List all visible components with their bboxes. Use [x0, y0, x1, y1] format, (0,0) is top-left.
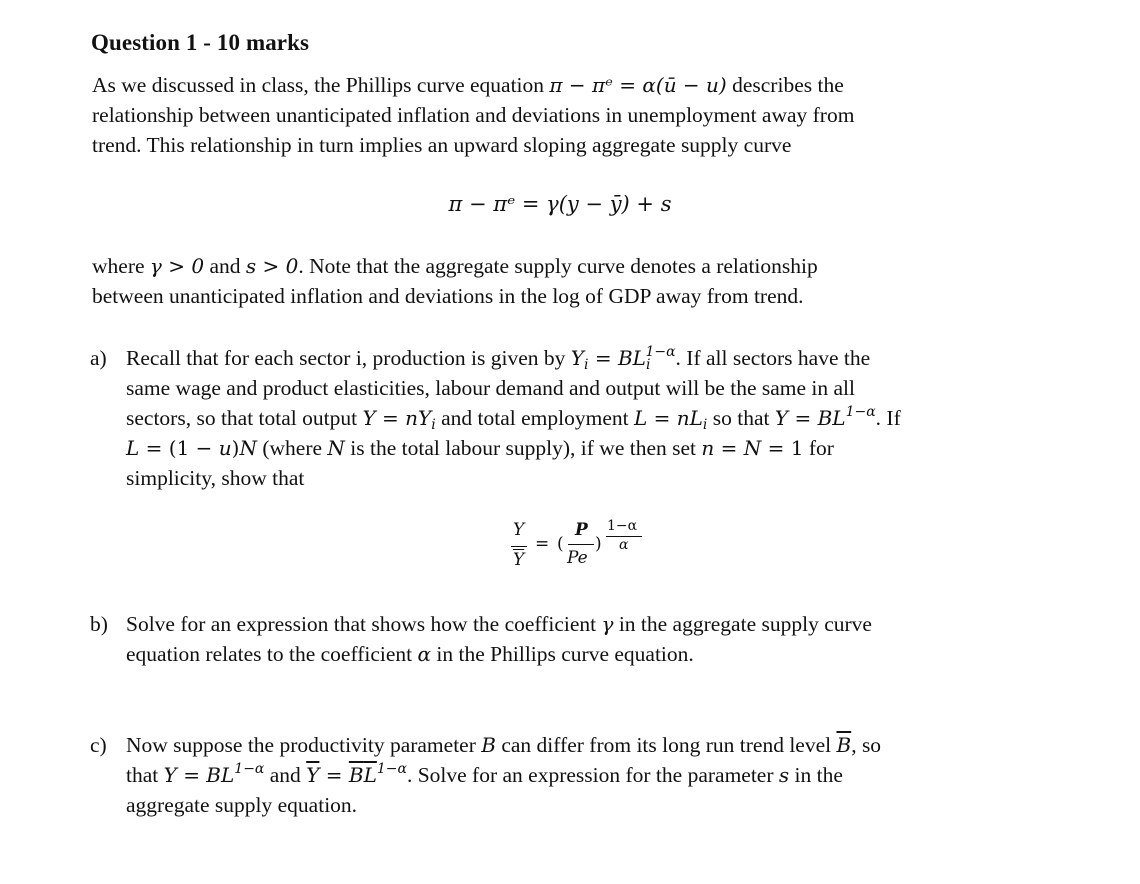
part-b-label: b) — [90, 612, 108, 636]
where-line-2: between unanticipated inflation and deviations in the log of GDP away from trend. — [92, 284, 804, 308]
part-c: c) Now suppose the productivity parameter B can differ from its long run trend level $\overline{B}$, so that $Y = BL^{1-\alpha}$ and $\overline{Y} = \overline{B}\overline{L}^{1-\alpha}$. Solve for an expression for the parameter s in the aggregate supply equation. — [90, 730, 1070, 820]
phillips-curve-equation: π − πᵉ = α(ū − u) — [549, 73, 727, 97]
where-line-1: where γ > 0 and s > 0. Note that the aggregate supply curve denotes a relationship — [92, 254, 818, 278]
part-c-label: c) — [90, 733, 107, 757]
intro-line-2: relationship between unanticipated inflation and deviations in unemployment away from — [92, 103, 855, 127]
output-ratio-equation: Y $\overline{Y}$ = ( P Pe ) 1−α α — [505, 520, 685, 580]
intro-line-1: As we discussed in class, the Phillips curve equation π − πᵉ = α(ū − u) describes the — [92, 73, 844, 97]
intro-paragraph — [92, 70, 1052, 160]
sector-production-formula: $Y_i = BL_i^{1-\alpha}$ — [570, 344, 676, 373]
part-b: b) Solve for an expression that shows how the coefficient γ in the aggregate supply curve equation relates to the coefficient α in the Phillips curve equation. — [90, 609, 1070, 669]
part-a-label: a) — [90, 346, 107, 370]
where-paragraph — [92, 251, 1052, 311]
part-a: a) Recall that for each sector i, production is given by $Y_i = BL_i^{1-\alpha}$. If all sectors have the same wage and product elasticities, labour demand and output will be the same in all sectors, so that total output $Y = nY_i$ and total employment $L = nL_i$ so that $Y = BL^{1-\alpha}$. If L = (1 − u)N (where N is the total labour supply), if we then set n = N = 1 for simplicity, show that — [90, 344, 901, 490]
aggregate-supply-equation: π − πᵉ = γ(y − ȳ) + s — [448, 192, 672, 216]
question-title: Question 1 - 10 marks — [91, 30, 310, 55]
intro-line-3: trend. This relationship in turn implies an upward sloping aggregate supply curve — [92, 133, 792, 157]
